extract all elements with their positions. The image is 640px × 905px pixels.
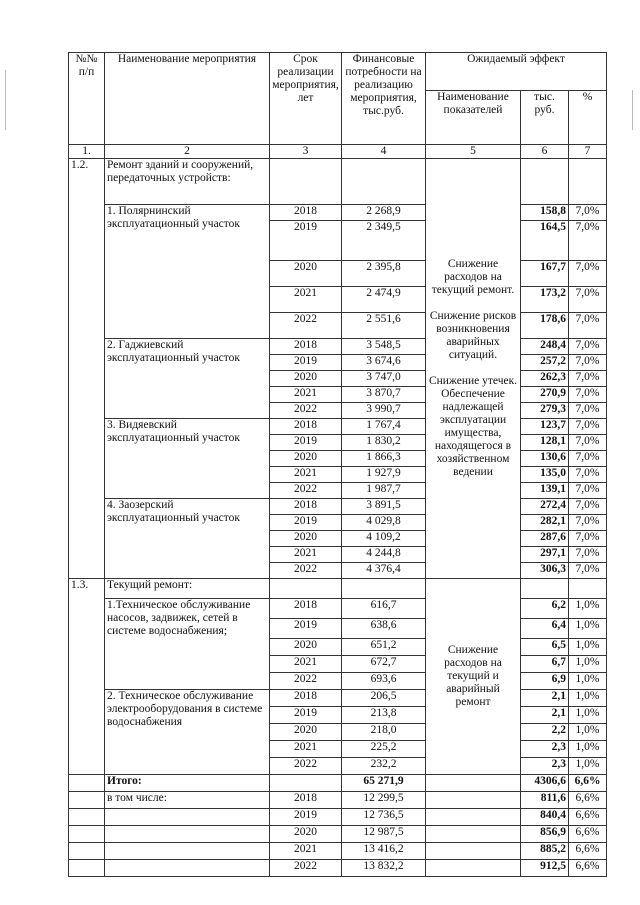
- effect-cell: [426, 843, 521, 860]
- header-term: Срок реализации мероприятия, лет: [270, 53, 342, 145]
- rub-value: 856,9: [521, 826, 569, 843]
- rub-value: 2,3: [521, 758, 569, 775]
- rub-value: 6,7: [521, 656, 569, 673]
- pct-value: 6,6%: [569, 826, 607, 843]
- measures-table: [68, 52, 607, 877]
- fin-value: 1 830,2: [342, 435, 426, 451]
- totals-no: [69, 826, 105, 843]
- rub-value: 139,1: [521, 483, 569, 499]
- pct-cell: [569, 159, 607, 205]
- rub-value: 6,4: [521, 619, 569, 639]
- rub-value: 297,1: [521, 547, 569, 563]
- totals-rub: 4306,6: [521, 775, 569, 792]
- year-cell: 2022: [270, 860, 342, 877]
- site-name: 4. Заозерский эксплуатационный участок: [105, 499, 270, 579]
- fin-value: 672,7: [342, 656, 426, 673]
- section-number: 1.2.: [69, 159, 105, 579]
- pct-value: 7,0%: [569, 403, 607, 419]
- year-cell: 2021: [270, 741, 342, 758]
- totals-label: Итого:: [105, 775, 270, 792]
- rub-cell: [521, 579, 569, 599]
- pct-value: 7,0%: [569, 483, 607, 499]
- rub-value: 287,6: [521, 531, 569, 547]
- year-cell: 2019: [270, 809, 342, 826]
- fin-value: 2 551,6: [342, 313, 426, 339]
- scan-edge-mark: [632, 90, 633, 130]
- rub-value: 262,3: [521, 371, 569, 387]
- rub-value: 167,7: [521, 261, 569, 287]
- year-cell: 2018: [270, 599, 342, 619]
- fin-value: 693,6: [342, 673, 426, 690]
- year-cell: 2019: [270, 515, 342, 531]
- year-cell: 2018: [270, 339, 342, 355]
- section-title: Ремонт зданий и сооружений, передаточных устройств:: [105, 159, 270, 205]
- rub-value: 2,1: [521, 690, 569, 707]
- rub-value: 128,1: [521, 435, 569, 451]
- year-cell: 2018: [270, 690, 342, 707]
- index-cell: 3: [270, 145, 342, 159]
- year-cell: 2021: [270, 467, 342, 483]
- year-cell: 2021: [270, 656, 342, 673]
- fin-value: 3 548,5: [342, 339, 426, 355]
- totals-no: [69, 860, 105, 877]
- index-row: [69, 145, 607, 159]
- totals-year-row: [69, 809, 607, 826]
- rub-value: 2,1: [521, 707, 569, 724]
- totals-year-row: [69, 843, 607, 860]
- rub-value: 135,0: [521, 467, 569, 483]
- year-row: [69, 419, 607, 435]
- year-cell: 2020: [270, 724, 342, 741]
- pct-value: 7,0%: [569, 499, 607, 515]
- header-no: №№ п/п: [69, 53, 105, 145]
- rub-value: 6,5: [521, 639, 569, 656]
- pct-value: 6,6%: [569, 860, 607, 877]
- year-cell: 2020: [270, 639, 342, 656]
- including-label: в том числе:: [105, 792, 270, 809]
- fin-value: 3 747,0: [342, 371, 426, 387]
- fin-value: 2 349,5: [342, 221, 426, 261]
- pct-value: 1,0%: [569, 724, 607, 741]
- pct-value: 1,0%: [569, 619, 607, 639]
- pct-cell: [569, 579, 607, 599]
- totals-pct: 6,6%: [569, 775, 607, 792]
- term-cell: [270, 159, 342, 205]
- fin-value: 2 474,9: [342, 287, 426, 313]
- year-cell: 2020: [270, 531, 342, 547]
- header-row: [69, 53, 607, 91]
- index-cell: 7: [569, 145, 607, 159]
- pct-value: 7,0%: [569, 355, 607, 371]
- index-cell: 6: [521, 145, 569, 159]
- section-number: 1.3.: [69, 579, 105, 775]
- rub-value: 173,2: [521, 287, 569, 313]
- year-cell: 2019: [270, 221, 342, 261]
- fin-value: 1 987,7: [342, 483, 426, 499]
- fin-value: 218,0: [342, 724, 426, 741]
- fin-value: 4 376,4: [342, 563, 426, 579]
- rub-value: 279,3: [521, 403, 569, 419]
- fin-value: 4 029,8: [342, 515, 426, 531]
- rub-value: 2,3: [521, 741, 569, 758]
- rub-value: 885,2: [521, 843, 569, 860]
- scan-edge-mark: [5, 70, 6, 130]
- fin-value: 2 395,8: [342, 261, 426, 287]
- rub-value: 282,1: [521, 515, 569, 531]
- pct-value: 7,0%: [569, 261, 607, 287]
- totals-name: [105, 826, 270, 843]
- pct-value: 1,0%: [569, 758, 607, 775]
- rub-value: 178,6: [521, 313, 569, 339]
- fin-value: 1 767,4: [342, 419, 426, 435]
- fin-value: 616,7: [342, 599, 426, 619]
- header-pct: %: [569, 91, 607, 145]
- fin-value: 13 416,2: [342, 843, 426, 860]
- site-name: 1. Полярнинский эксплуатационный участок: [105, 205, 270, 339]
- year-row: [69, 690, 607, 707]
- year-cell: 2020: [270, 451, 342, 467]
- header-fin: Финансовые потребности на реализацию мероприятия, тыс.руб.: [342, 53, 426, 145]
- header-name: Наименование мероприятия: [105, 53, 270, 145]
- pct-value: 7,0%: [569, 531, 607, 547]
- year-cell: 2022: [270, 313, 342, 339]
- totals-no: [69, 775, 105, 792]
- rub-value: 130,6: [521, 451, 569, 467]
- rub-value: 158,8: [521, 205, 569, 221]
- pct-value: 7,0%: [569, 339, 607, 355]
- site-name: 3. Видяевский эксплуатационный участок: [105, 419, 270, 499]
- year-cell: 2021: [270, 843, 342, 860]
- year-cell: 2021: [270, 547, 342, 563]
- rub-value: 306,3: [521, 563, 569, 579]
- fin-cell: [342, 579, 426, 599]
- year-row: [69, 339, 607, 355]
- fin-value: 12 987,5: [342, 826, 426, 843]
- pct-value: 7,0%: [569, 287, 607, 313]
- pct-value: 1,0%: [569, 656, 607, 673]
- year-row: [69, 499, 607, 515]
- rub-value: 6,2: [521, 599, 569, 619]
- section-row: [69, 159, 607, 205]
- effect-cell: [426, 809, 521, 826]
- totals-no: [69, 843, 105, 860]
- index-cell: 1.: [69, 145, 105, 159]
- fin-value: 12 736,5: [342, 809, 426, 826]
- pct-value: 7,0%: [569, 371, 607, 387]
- totals-year-row: [69, 792, 607, 809]
- header-effect: Ожидаемый эффект: [426, 53, 607, 91]
- year-cell: 2018: [270, 499, 342, 515]
- year-cell: 2021: [270, 287, 342, 313]
- totals-year-row: [69, 826, 607, 843]
- pct-value: 1,0%: [569, 690, 607, 707]
- year-cell: 2022: [270, 673, 342, 690]
- pct-value: 7,0%: [569, 313, 607, 339]
- rub-value: 164,5: [521, 221, 569, 261]
- pct-value: 1,0%: [569, 707, 607, 724]
- pct-value: 6,6%: [569, 843, 607, 860]
- fin-value: 12 299,5: [342, 792, 426, 809]
- site-name: 2. Техническое обслуживание электрооборудования в системе водоснабжения: [105, 690, 270, 775]
- totals-row: [69, 775, 607, 792]
- fin-value: 1 866,3: [342, 451, 426, 467]
- index-cell: 5: [426, 145, 521, 159]
- year-row: [69, 599, 607, 619]
- term-cell: [270, 579, 342, 599]
- year-cell: 2018: [270, 419, 342, 435]
- pct-value: 1,0%: [569, 639, 607, 656]
- pct-value: 1,0%: [569, 741, 607, 758]
- pct-value: 7,0%: [569, 205, 607, 221]
- fin-value: 4 109,2: [342, 531, 426, 547]
- fin-value: 3 891,5: [342, 499, 426, 515]
- effect-cell: [426, 792, 521, 809]
- year-cell: 2022: [270, 403, 342, 419]
- year-cell: 2018: [270, 792, 342, 809]
- totals-name: [105, 860, 270, 877]
- fin-value: 638,6: [342, 619, 426, 639]
- header-indicator: Наименование показателей: [426, 91, 521, 145]
- fin-value: 2 268,9: [342, 205, 426, 221]
- rub-value: 272,4: [521, 499, 569, 515]
- header-rub: тыс. руб.: [521, 91, 569, 145]
- pct-value: 7,0%: [569, 467, 607, 483]
- pct-value: 7,0%: [569, 515, 607, 531]
- effect-cell: [426, 860, 521, 877]
- fin-value: 232,2: [342, 758, 426, 775]
- year-cell: 2019: [270, 355, 342, 371]
- pct-value: 6,6%: [569, 792, 607, 809]
- fin-value: 3 870,7: [342, 387, 426, 403]
- fin-value: 13 832,2: [342, 860, 426, 877]
- site-name: 2. Гаджиевский эксплуатационный участок: [105, 339, 270, 419]
- fin-value: 213,8: [342, 707, 426, 724]
- rub-value: 811,6: [521, 792, 569, 809]
- effect-cell: [426, 775, 521, 792]
- fin-value: 225,2: [342, 741, 426, 758]
- totals-no: [69, 809, 105, 826]
- pct-value: 7,0%: [569, 563, 607, 579]
- rub-value: 248,4: [521, 339, 569, 355]
- fin-value: 3 674,6: [342, 355, 426, 371]
- fin-value: 206,5: [342, 690, 426, 707]
- totals-fin: 65 271,9: [342, 775, 426, 792]
- totals-name: [105, 809, 270, 826]
- year-cell: 2018: [270, 205, 342, 221]
- site-name: 1.Техническое обслуживание насосов, задвижек, сетей в системе водоснабжения;: [105, 599, 270, 690]
- year-cell: 2022: [270, 483, 342, 499]
- rub-value: 2,2: [521, 724, 569, 741]
- term-cell: [270, 775, 342, 792]
- rub-value: 912,5: [521, 860, 569, 877]
- year-cell: 2019: [270, 619, 342, 639]
- year-row: [69, 205, 607, 221]
- fin-cell: [342, 159, 426, 205]
- year-cell: 2022: [270, 758, 342, 775]
- year-cell: 2020: [270, 261, 342, 287]
- year-cell: 2020: [270, 371, 342, 387]
- pct-value: 1,0%: [569, 599, 607, 619]
- section-row: [69, 579, 607, 599]
- rub-value: 6,9: [521, 673, 569, 690]
- pct-value: 7,0%: [569, 547, 607, 563]
- year-cell: 2021: [270, 387, 342, 403]
- totals-year-row: [69, 860, 607, 877]
- effect-cell: Снижение расходов на текущий и аварийный ремонт: [426, 579, 521, 775]
- index-cell: 2: [105, 145, 270, 159]
- pct-value: 7,0%: [569, 221, 607, 261]
- section-title: Текущий ремонт:: [105, 579, 270, 599]
- pct-value: 7,0%: [569, 387, 607, 403]
- rub-value: 270,9: [521, 387, 569, 403]
- year-cell: 2022: [270, 563, 342, 579]
- totals-no: [69, 792, 105, 809]
- rub-value: 123,7: [521, 419, 569, 435]
- fin-value: 1 927,9: [342, 467, 426, 483]
- fin-value: 3 990,7: [342, 403, 426, 419]
- pct-value: 7,0%: [569, 419, 607, 435]
- year-cell: 2019: [270, 707, 342, 724]
- effect-cell: [426, 826, 521, 843]
- pct-value: 7,0%: [569, 435, 607, 451]
- effect-cell: Снижение расходов на текущий ремонт. Снижение рисков возникновения аварийных ситуаций. Снижение утечек. Обеспечение надлежащей эксплуатации имущества, находящегося в хозяйственном ведении: [426, 159, 521, 579]
- rub-value: 257,2: [521, 355, 569, 371]
- year-cell: 2020: [270, 826, 342, 843]
- index-cell: 4: [342, 145, 426, 159]
- fin-value: 651,2: [342, 639, 426, 656]
- pct-value: 1,0%: [569, 673, 607, 690]
- rub-value: 840,4: [521, 809, 569, 826]
- pct-value: 6,6%: [569, 809, 607, 826]
- year-cell: 2019: [270, 435, 342, 451]
- pct-value: 7,0%: [569, 451, 607, 467]
- fin-value: 4 244,8: [342, 547, 426, 563]
- rub-cell: [521, 159, 569, 205]
- totals-name: [105, 843, 270, 860]
